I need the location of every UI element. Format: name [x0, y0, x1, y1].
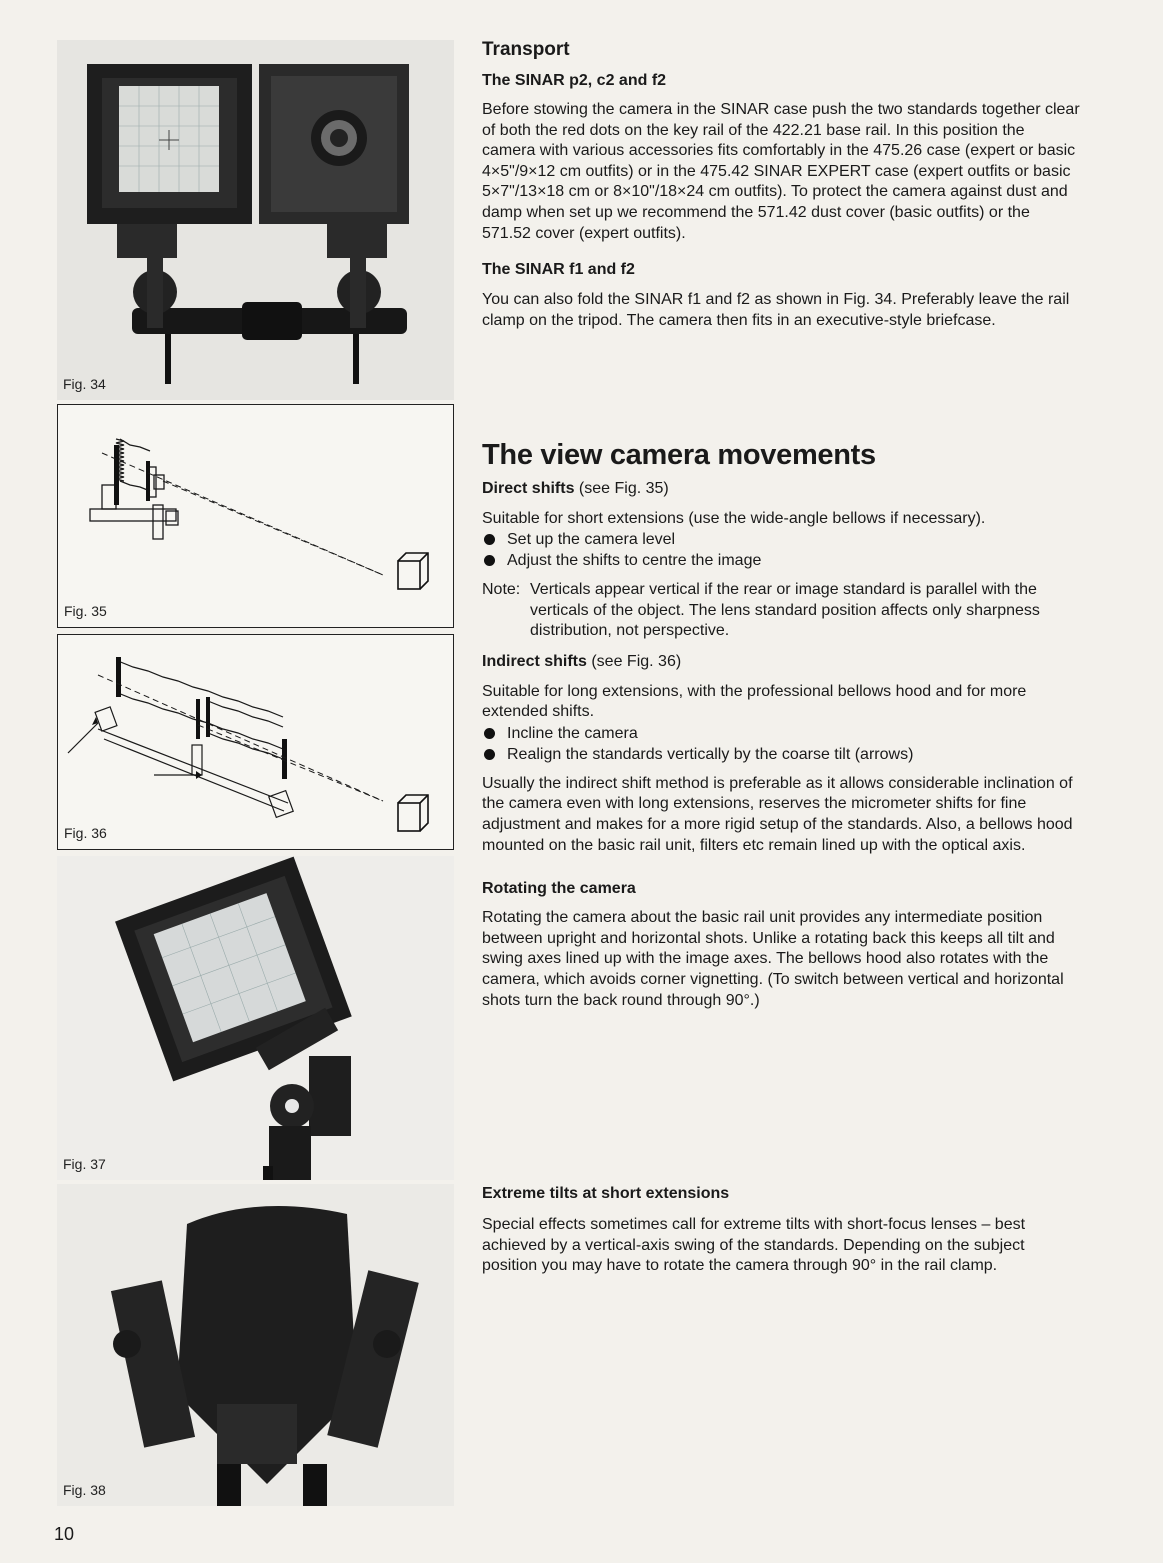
movements-section — [482, 437, 1082, 1011]
direct-shifts-para: Suitable for short extensions (use the wide-angle bellows if necessary). — [482, 509, 986, 527]
transport-sub-f1: The SINAR f1 and f2 — [482, 261, 635, 279]
fig36-indirect-shift-diagram — [58, 635, 454, 850]
direct-shifts-list — [482, 529, 1082, 571]
fig37-label: Fig. 37 — [63, 1156, 106, 1172]
rotating-para: Rotating the camera about the basic rail unit provides any intermediate position between upright and horizontal shots. Unlike a rotating back this keeps all tilt and swing axes lined up with the image axes. The bellows hood also rotates with the camera, which avoids corner vignetting. (To switch between vertical and horizontal shots turn the back round through 90°.) — [482, 909, 1064, 1009]
transport-title: Transport — [482, 39, 570, 60]
direct-shifts-heading — [482, 479, 1082, 500]
direct-shifts-ref: (see Fig. 35) — [574, 480, 669, 497]
fig35-direct-shift-diagram — [58, 405, 454, 628]
figure-34 — [57, 40, 454, 400]
transport-section — [482, 38, 1082, 331]
bullet-icon — [484, 749, 495, 760]
fig38-camera-illustration — [57, 1184, 454, 1506]
transport-sub-p2: The SINAR p2, c2 and f2 — [482, 72, 667, 89]
figure-35 — [57, 404, 454, 628]
note-label: Note: — [482, 581, 521, 599]
rotating-heading: Rotating the camera — [482, 880, 636, 898]
note-text: Verticals appear vertical if the rear or image standard is parallel with the verticals of the object. The lens standard position affects only sharpness distribution, not perspective. — [530, 581, 1040, 640]
extreme-heading: Extreme tilts at short extensions — [482, 1185, 730, 1202]
figure-38 — [57, 1184, 454, 1506]
figure-37 — [57, 856, 454, 1180]
indirect-shifts-ref: (see Fig. 36) — [586, 652, 682, 670]
list-item: Set up the camera level — [482, 529, 1082, 550]
fig38-label: Fig. 38 — [63, 1482, 106, 1498]
list-item: Incline the camera — [482, 723, 1082, 744]
fig36-label: Fig. 36 — [64, 825, 107, 841]
list-item: Adjust the shifts to centre the image — [482, 550, 1082, 571]
extreme-para: Special effects sometimes call for extreme tilts with short-focus lenses – best achieved by a vertical-axis swing of the standards. Depending on the subject position you may have to rotate the camera through 90° in the rail clamp. — [482, 1216, 1026, 1275]
indirect-shifts-para: Suitable for long extensions, with the professional bellows hood and for more extended shifts. — [482, 682, 1027, 721]
bullet-icon — [484, 555, 495, 566]
indirect-shifts-label: Indirect shifts — [482, 652, 587, 670]
indirect-shifts-heading — [482, 652, 1082, 673]
transport-para-1: Before stowing the camera in the SINAR case push the two standards together clear of both the red dots on the key rail of the 422.21 base rail. In this position the camera with various accessories fits comfortably in the 475.26 case (expert or basic 4×5"/9×12 cm outfits) or in the 475.42 SINAR EXPERT case (expert outfits or basic 5×7"/13×18 cm or 8×10"/18×24 cm outfits). To protect the camera against dust and damp when set up we recommend the 571.42 dust cover (basic outfits) or the 571.52 cover (expert outfits). — [482, 101, 1080, 242]
bullet-icon — [484, 534, 495, 545]
bullet-icon — [484, 728, 495, 739]
movements-title: The view camera movements — [482, 439, 876, 471]
fig34-camera-illustration — [57, 40, 454, 400]
extreme-tilts-section — [482, 1183, 1082, 1277]
transport-para-2: You can also fold the SINAR f1 and f2 as shown in Fig. 34. Preferably leave the rail clamp on the tripod. The camera then fits in an executive-style briefcase. — [482, 291, 1070, 329]
figure-36 — [57, 634, 454, 850]
list-item: Realign the standards vertically by the coarse tilt (arrows) — [482, 744, 1082, 765]
direct-shifts-note — [482, 580, 1082, 642]
page-number: 10 — [54, 1524, 75, 1544]
direct-shifts-label: Direct shifts — [482, 480, 575, 497]
fig37-camera-illustration — [57, 856, 454, 1180]
indirect-shifts-list — [482, 723, 1082, 765]
indirect-shifts-para-2: Usually the indirect shift method is preferable as it allows considerable inclination of the camera even with long extensions, reserves the micrometer shifts for fine adjustment and makes for a more rigid setup of the standards. Also, a bellows hood mounted on the basic rail unit, filters etc remain lined up with the optical axis. — [482, 774, 1073, 854]
fig34-label: Fig. 34 — [63, 376, 106, 392]
fig35-label: Fig. 35 — [64, 603, 107, 619]
